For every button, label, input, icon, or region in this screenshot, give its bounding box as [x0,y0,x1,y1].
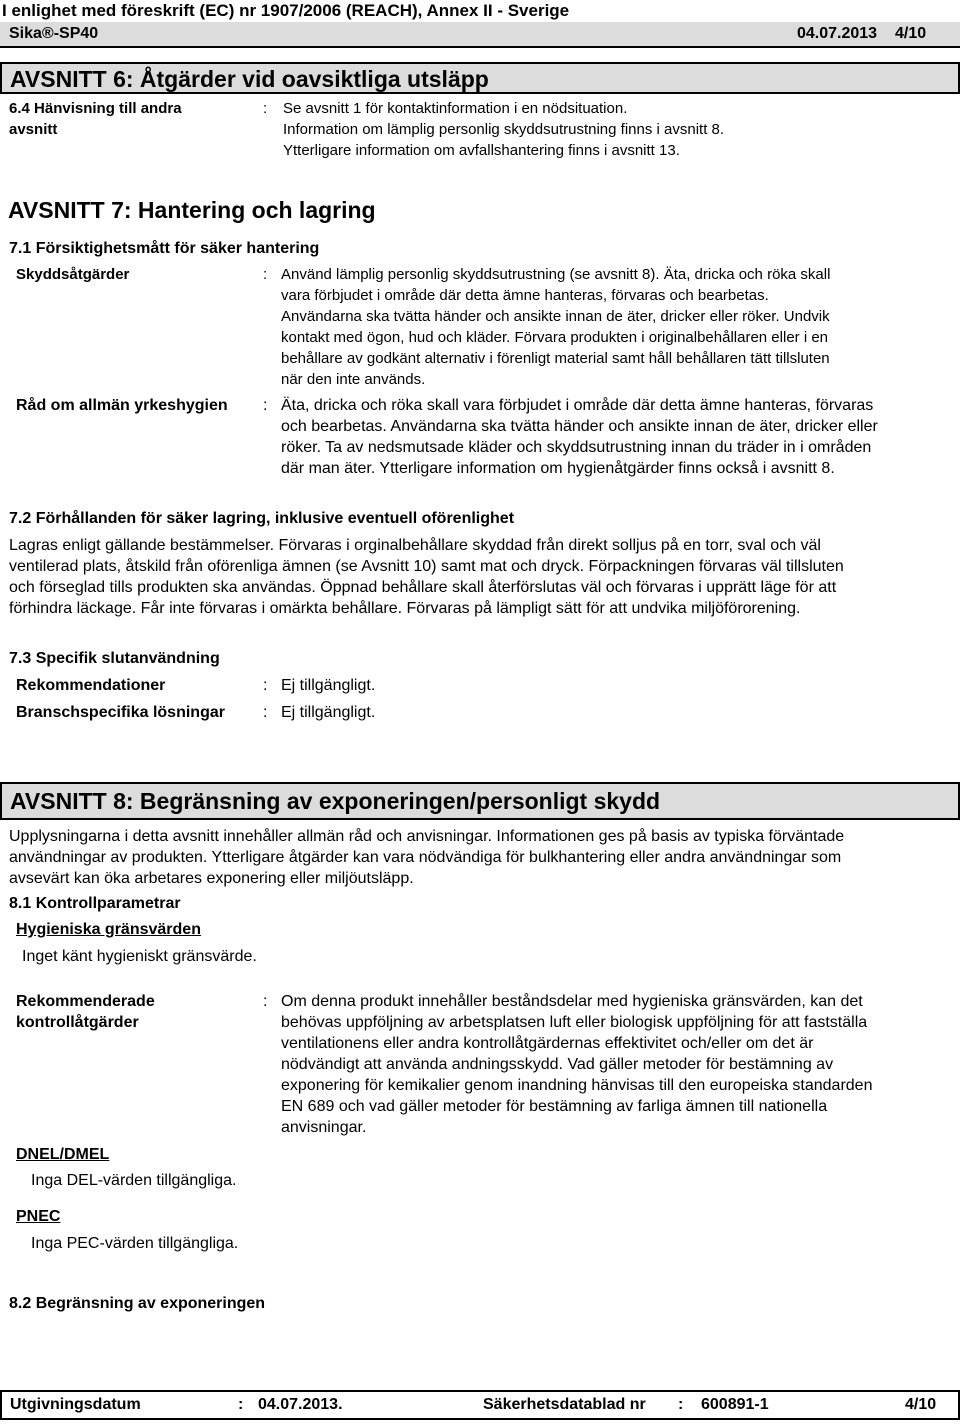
s7-branch-colon: : [263,704,268,721]
s8-rec-line: behövas uppföljning av arbetsplatsen luft eller biologisk uppföljning för att fastställa [281,1014,868,1031]
s7-hygiene-colon: : [263,397,268,414]
s7-branch-value: Ej tillgängligt. [281,704,376,721]
header-date: 04.07.2013 [797,25,878,42]
s7-storage-text [9,535,844,619]
s7-rec-label: Rekommendationer [16,677,166,694]
footer-sds-label: Säkerhetsdatablad nr [483,1396,646,1413]
s8-rec-line: Om denna produkt innehåller beståndsdelar med hygieniska gränsvärden, kan det [281,993,863,1010]
s7-sub3-title: 7.3 Specifik slutanvändning [9,650,220,667]
s8-intro-text [9,826,844,889]
s7-protect-line: Använd lämplig personlig skyddsutrustning (se avsnitt 8). Äta, dricka och röka skall [281,266,831,283]
s8-intro-line: avsevärt kan öka arbetares exponering eller miljöutsläpp. [9,870,414,887]
section-8-title: AVSNITT 8: Begränsning av exponeringen/personligt skydd [10,788,661,814]
footer-page-number: 4/10 [905,1396,937,1413]
s8-rec-line: anvisningar. [281,1119,367,1136]
footer-issue-label: Utgivningsdatum [10,1396,141,1413]
s7-rec-colon: : [263,677,268,694]
header-page-number: 4/10 [895,25,927,42]
s7-protect-line: vara förbjudet i område där detta ämne hanteras, förvaras och bearbetas. [281,287,769,304]
s7-protect-text [281,264,830,390]
s7-protect-line: Användarna ska tvätta händer och ansikte innan de äter, dricker eller röker. Undvik [281,308,830,325]
s7-hygiene-text [281,395,878,479]
s8-rec-colon: : [263,993,268,1010]
s8-sub1-title: 8.1 Kontrollparametrar [9,895,181,912]
s7-branch-label: Branschspecifika lösningar [16,704,225,721]
s8-rec-line: EN 689 och vad gäller metoder för bestämning av farliga ämnen till nationella [281,1098,828,1115]
footer-issue-date: 04.07.2013. [258,1396,343,1413]
footer-sds-colon: : [678,1396,684,1413]
s8-sub2-title: 8.2 Begränsning av exponeringen [9,1295,266,1312]
s7-hygiene-line: där man äter. Ytterligare information om hygienåtgärder finns också i avsnitt 8. [281,460,835,477]
s8-dnel-heading: DNEL/DMEL [16,1146,110,1163]
footer-issue-colon: : [238,1396,244,1413]
s7-protect-label: Skyddsåtgärder [16,266,130,283]
s8-pnec-text: Inga PEC-värden tillgängliga. [31,1235,239,1252]
s8-rec-line: ventilationens eller andra kontrollåtgärdernas effektivitet och/eller om det är [281,1035,814,1052]
s8-rec-label-line2: kontrollåtgärder [16,1014,139,1031]
s7-protect-line: behållare av godkänt alternativ i förenligt material samt håll behållaren tätt tillsluten [281,350,830,367]
s8-rec-line: nödvändigt att använda andningsskydd. Vad gäller metoder för bestämning av [281,1056,834,1073]
product-name: Sika®-SP40 [9,25,99,42]
s8-rec-text [281,991,872,1138]
s7-storage-line: och förseglad tills produkten ska användas. Öppnad behållare skall återförslutas väl och förvaras i upprätt läge för att [9,579,837,596]
s8-rec-label-line1: Rekommenderade [16,993,155,1010]
product-header-bar [0,22,960,48]
s6-ref-line: Information om lämplig personlig skyddsutrustning finns i avsnitt 8. [283,121,725,138]
s7-protect-colon: : [263,266,268,283]
s6-ref-colon: : [263,100,268,117]
s7-hygiene-line: Äta, dricka och röka skall vara förbjudet i område där detta ämne hanteras, förvaras [281,397,874,414]
s7-hygiene-line: och bearbetas. Användarna ska tvätta händer och ansikte innan de äter, dricker eller [281,418,878,435]
page-footer [0,1390,960,1420]
section-6-title: AVSNITT 6: Åtgärder vid oavsiktliga utsläpp [10,66,489,92]
s6-ref-line: Se avsnitt 1 för kontaktinformation i en nödsituation. [283,100,628,117]
s8-pnec-heading: PNEC [16,1208,61,1225]
s7-hygiene-label: Råd om allmän yrkeshygien [16,397,228,414]
s8-intro-line: Upplysningarna i detta avsnitt innehåller allmän råd och anvisningar. Informationen ges på basis av typiska förväntade [9,828,845,845]
section-6-heading [0,62,960,94]
footer-sds-number: 600891-1 [701,1396,769,1413]
s7-storage-line: förhindra läckage. Får inte förvaras i omärkta behållare. Förvaras på lämpligt sätt för att undvika miljöförorening. [9,600,801,617]
s6-ref-line: Ytterligare information om avfallshantering finns i avsnitt 13. [283,142,680,159]
s7-hygiene-line: röker. Ta av nedsmutsade kläder och skyddsutrustning innan du träder in i områden [281,439,872,456]
s7-storage-line: Lagras enligt gällande bestämmelser. Förvaras i orginalbehållare skyddad från direkt solljus på en torr, sval och väl [9,537,821,554]
s7-sub1-title: 7.1 Försiktighetsmått för säker hantering [9,240,320,257]
regulation-text: I enlighet med föreskrift (EC) nr 1907/2006 (REACH), Annex II - Sverige [2,1,570,20]
section-7-title: AVSNITT 7: Hantering och lagring [8,197,376,223]
s8-rec-line: exponering för kemikalier genom inandning hänvisas till den europeiska standarden [281,1077,873,1094]
section-8-heading [0,782,960,820]
s6-ref-label-line1: 6.4 Hänvisning till andra [9,100,182,117]
s7-protect-line: när den inte används. [281,371,426,388]
s8-hyg-text: Inget känt hygieniskt gränsvärde. [22,948,257,965]
regulation-header [0,0,960,22]
s7-protect-line: kontakt med ögon, hud och kläder. Förvara produkten i originalbehållaren eller i en [281,329,829,346]
s8-dnel-text: Inga DEL-värden tillgängliga. [31,1172,237,1189]
s6-ref-label-line2: avsnitt [9,121,58,138]
s7-rec-value: Ej tillgängligt. [281,677,376,694]
s7-storage-line: ventilerad plats, åtskild från oförenliga ämnen (se Avsnitt 10) samt mat och dryck. Förpackningen förvaras väl tillsluten [9,558,844,575]
s8-hyg-heading: Hygieniska gränsvärden [16,921,201,938]
s7-sub2-title: 7.2 Förhållanden för säker lagring, inklusive eventuell oförenlighet [9,510,515,527]
s8-intro-line: användningar av produkten. Ytterligare åtgärder kan vara nödvändiga för bulkhantering eller andra användningar som [9,849,842,866]
s6-ref-text [283,98,724,161]
